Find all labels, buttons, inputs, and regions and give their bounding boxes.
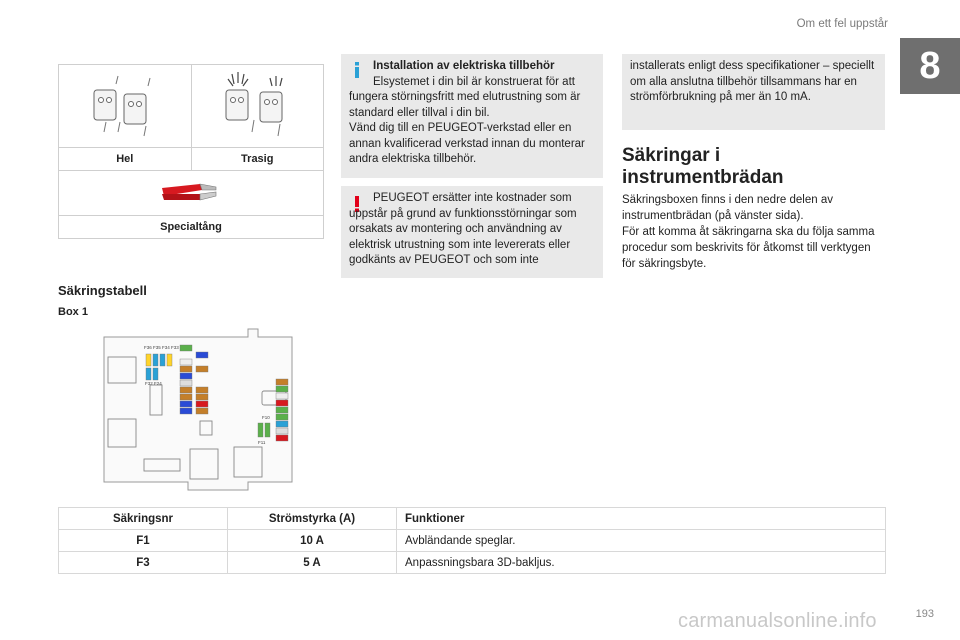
- fusebox-label-top: F36 F35 F34 F33: [144, 345, 179, 350]
- col-amperage: Strömstyrka (A): [228, 508, 397, 530]
- table-header-row: [59, 508, 886, 530]
- info-title: Installation av elektriska tillbehör: [373, 60, 555, 72]
- continuation-box: [622, 54, 885, 130]
- broken-fuse-image: [191, 65, 324, 147]
- fuse-puller-image: [59, 171, 323, 215]
- info-text-lead: Elsystemet i din bil är konstruerat för att: [373, 75, 575, 88]
- section-body-1: Säkringsboxen finns i den nedre delen av instrumentbrädan (på vänster sida).: [622, 194, 833, 222]
- info-text-2: Vänd dig till en PEUGEOT-verkstad eller en annan kvalificerad verkstad innan du monterar andra elektriska tillbehör.: [349, 122, 585, 165]
- table-row: [59, 530, 886, 552]
- fusebox-label-right: F10: [262, 415, 270, 420]
- fuse-illustration-table: [58, 64, 324, 239]
- cell-function: Avbländande speglar.: [397, 530, 886, 552]
- table-row: [59, 552, 886, 574]
- intact-label: Hel: [116, 153, 134, 165]
- page-header-title: Om ett fel uppstår: [796, 18, 888, 30]
- cell-fuse-nr: F1: [59, 530, 228, 552]
- col-fuse-nr: Säkringsnr: [59, 508, 228, 530]
- warning-box: [341, 186, 603, 278]
- fuse-table-heading: Säkringstabell: [58, 283, 147, 298]
- intact-fuse-image: [59, 65, 191, 147]
- fusebox-label-bottom: F11: [258, 440, 266, 445]
- section-body: [622, 192, 884, 272]
- fusebox-label-side: F32 F24: [145, 381, 162, 386]
- col-functions: Funktioner: [397, 508, 886, 530]
- info-text: fungera störningsfritt med elutrustning som är standard eller tillval i din bil.: [349, 91, 581, 119]
- broken-label: Trasig: [191, 148, 324, 170]
- page-number: 193: [915, 608, 934, 620]
- tool-label: Specialtång: [160, 221, 222, 233]
- cell-amperage: 5 A: [228, 552, 397, 574]
- fuse-data-table: [58, 507, 886, 574]
- watermark: carmanualsonline.info: [678, 610, 877, 632]
- cell-function: Anpassningsbara 3D-bakljus.: [397, 552, 886, 574]
- cell-amperage: 10 A: [228, 530, 397, 552]
- fusebox-diagram: [98, 327, 298, 492]
- warning-text: PEUGEOT ersätter inte kostnader som uppstår på grund av funktionsstörningar som orsakats av montering och användning av elektrisk utrustning som inte levererats eller godkänts av PEUGEOT och som inte: [349, 192, 577, 266]
- info-box: [341, 54, 603, 178]
- cell-fuse-nr: F3: [59, 552, 228, 574]
- section-heading: Säkringar i instrumentbrädan: [622, 145, 784, 188]
- chapter-tab: 8: [900, 38, 960, 94]
- section-body-2: För att komma åt säkringarna ska du följa samma procedur som beskrivits för åtkomst till verktygen för säkringsbyte.: [622, 226, 875, 270]
- box-label: Box 1: [58, 306, 88, 318]
- continuation-text: installerats enligt dess specifikationer – speciellt om alla anslutna tillbehör tillsammans har en strömförbrukning på mer än 10 mA.: [630, 60, 875, 103]
